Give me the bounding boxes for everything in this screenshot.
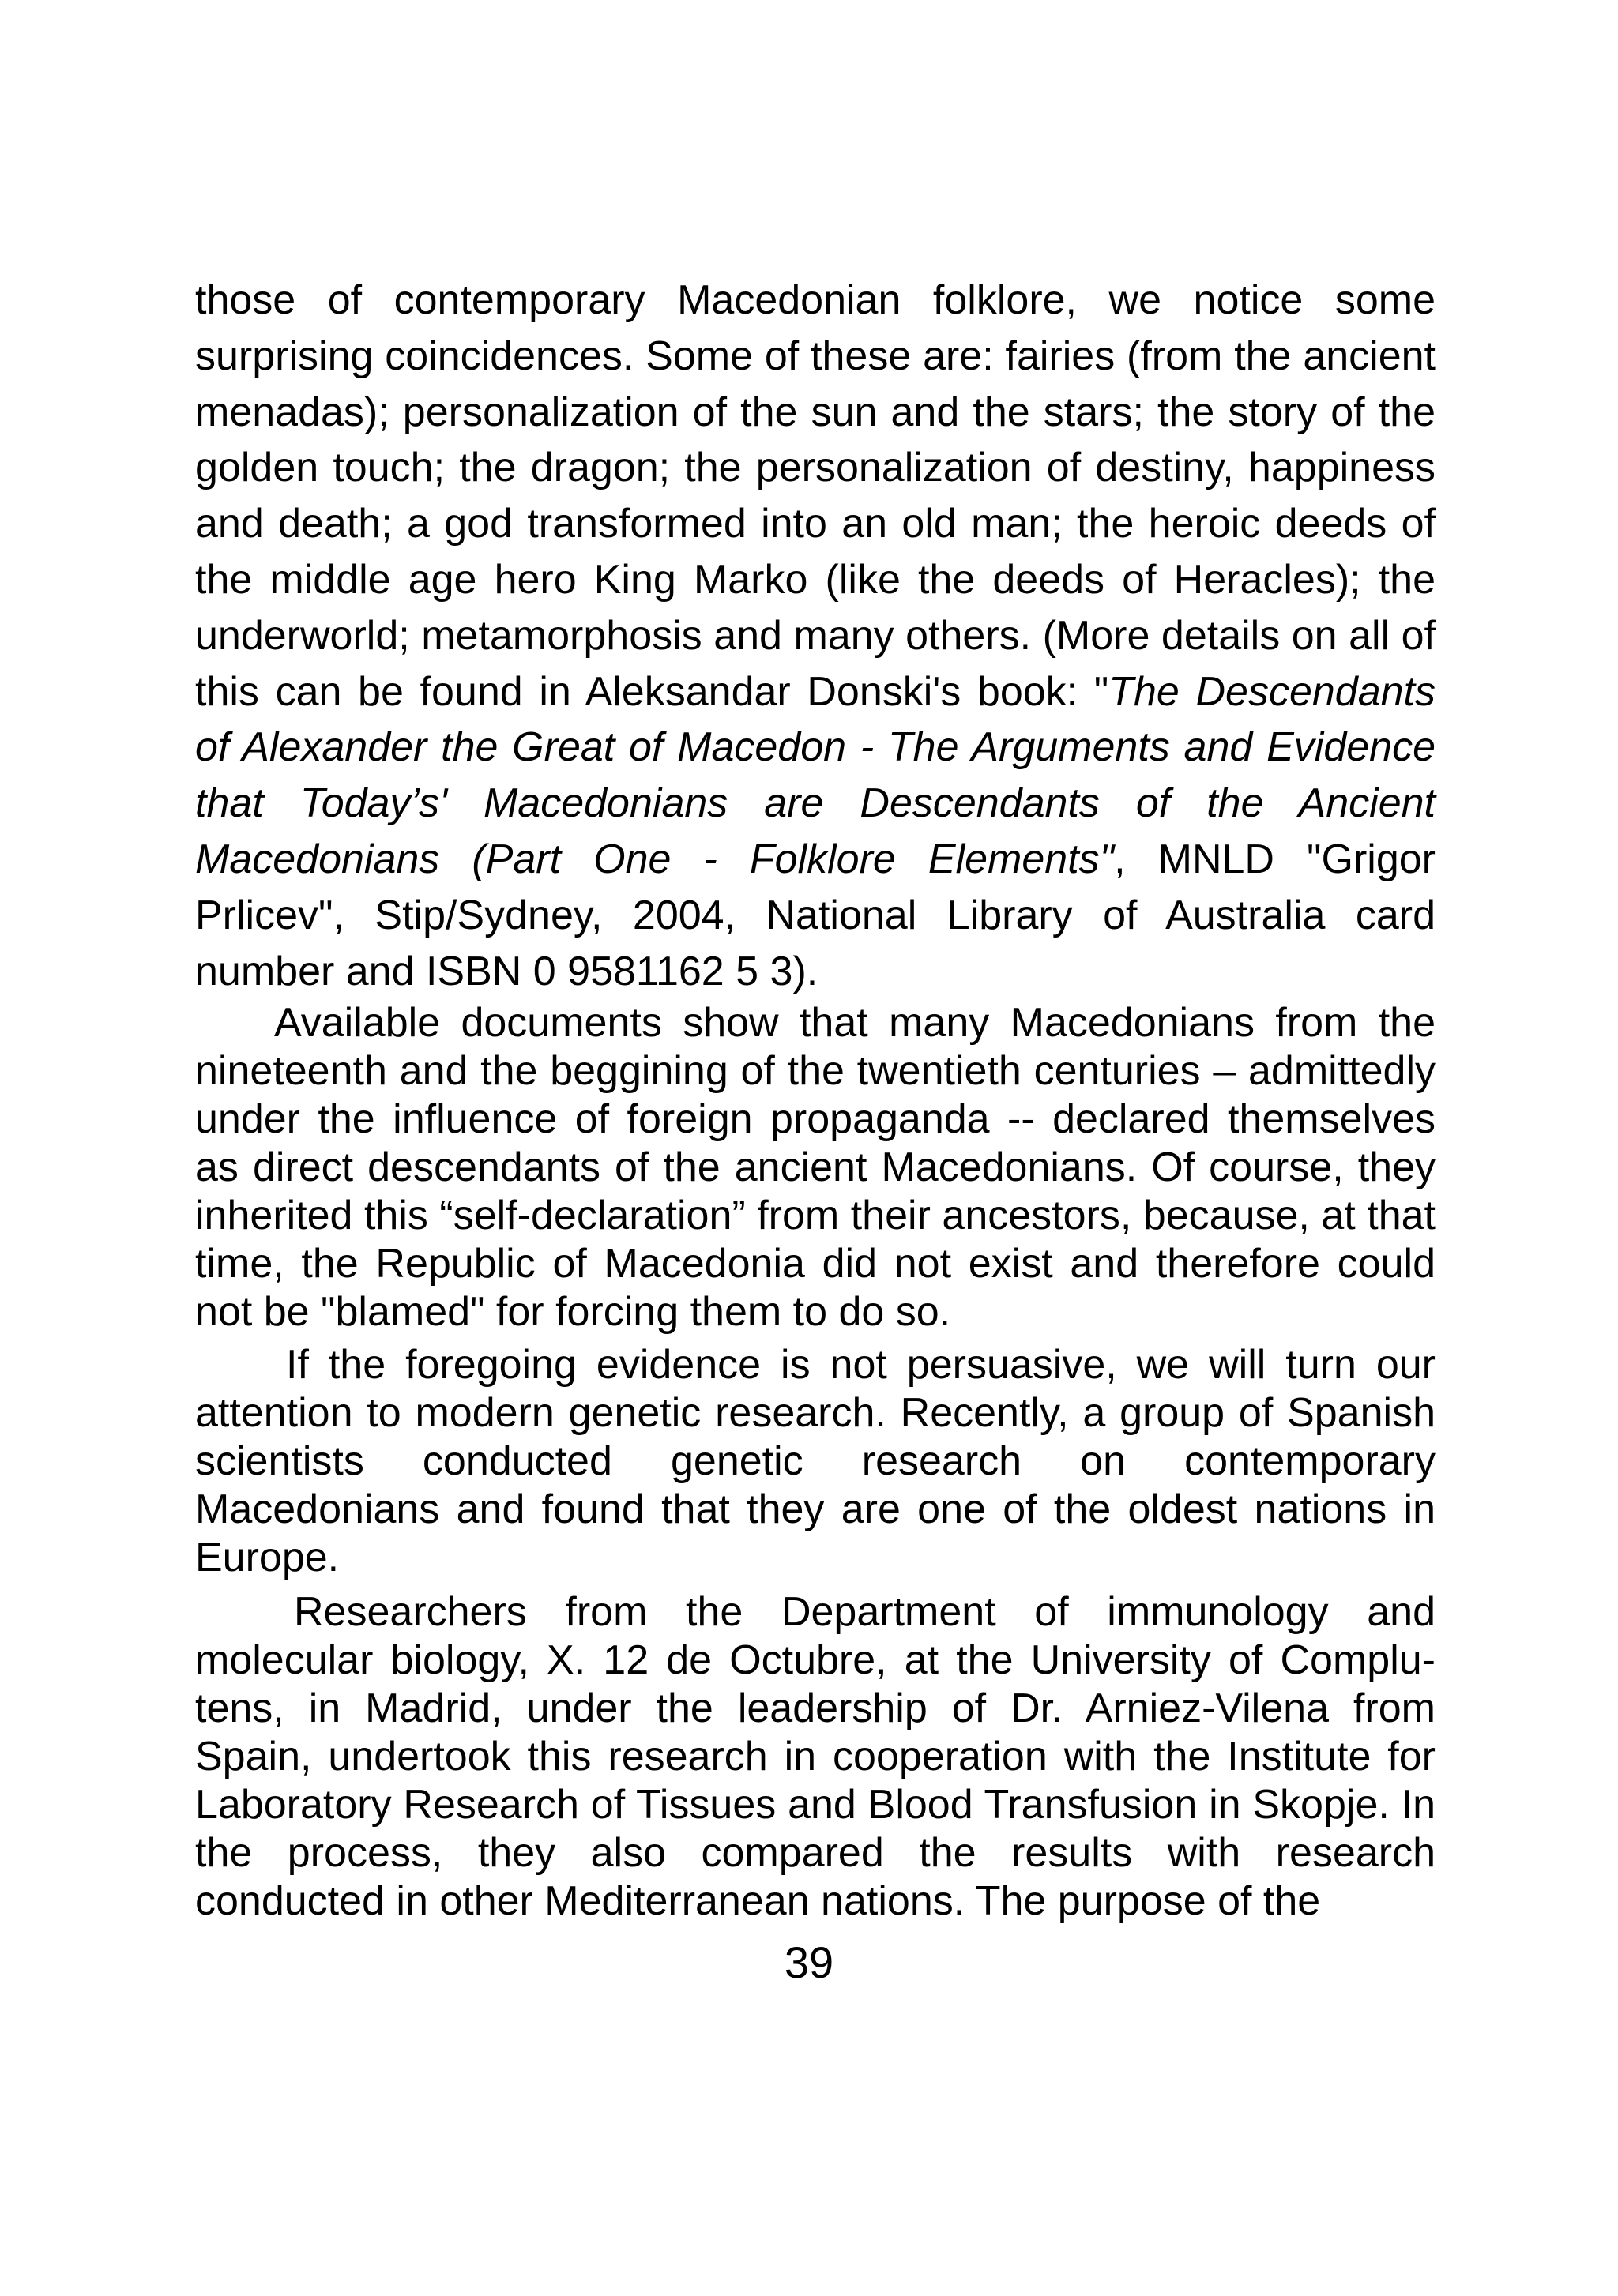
page-body bbox=[195, 272, 1436, 1926]
paragraph-documents: Available documents show that many Macedonians from the nineteenth and the beggining of the twentieth centuries – admittedly under the influence of foreign propaganda -- declared themselves as direct descendants of the ancient Macedonians. Of course, they inherited this “self-declaration” from their ancestors, because, at that time, the Republic of Macedonia did not exist and therefore could not be "blamed" for forcing them to do so. bbox=[195, 1000, 1436, 1336]
page-number: 39 bbox=[784, 1937, 834, 1987]
book-title: The Descendants of Alexander the Great of Macedon - The Arguments and Evidence that Today’s' Macedonians are Descendants of the Ancient Macedonians (Part One - Folklore Elements" bbox=[195, 668, 1436, 882]
paragraph-genetic-research: If the foregoing evidence is not persuasive, we will turn our attention to modern genetic research. Recently, a group of Spanish scientists conducted genetic research on contemporary Macedonians and found that they are one of the oldest nations in Europe. bbox=[195, 1342, 1436, 1581]
paragraph-folklore bbox=[195, 272, 1436, 999]
paragraph-researchers: Researchers from the Department of immunology and molecular biology, X. 12 de Octubre, at the University of Complutens, in Madrid, under the leadership of Dr. Arniez-Vilena from Spain, undertook this research in cooperation with the Institute for Laboratory Research of Tissues and Blood Transfusion in Skopje. In the process, they also compared the results with research conducted in other Mediterranean nations. The purpose of the bbox=[195, 1589, 1436, 1925]
book-citation: , MNLD "Grigor Prlicev", Stip/Sydney, 2004, National Library of Australia card number and ISBN 0 9581162 5 3). bbox=[195, 836, 1436, 994]
paragraph-folklore-text: those of contemporary Macedonian folklore, we notice some surprising coincidences. Some of these are: fairies (from the ancient menadas); personalization of the sun and the stars; the story of the golden touch; the dragon; the personalization of destiny, happiness and death; a god transformed into an old man; the heroic deeds of the middle age hero King Marko (like the deeds of Heracles); the underworld; metamorphosis and many others. (More details on all of this can be found in Aleksandar Donski's book: " bbox=[195, 277, 1436, 715]
